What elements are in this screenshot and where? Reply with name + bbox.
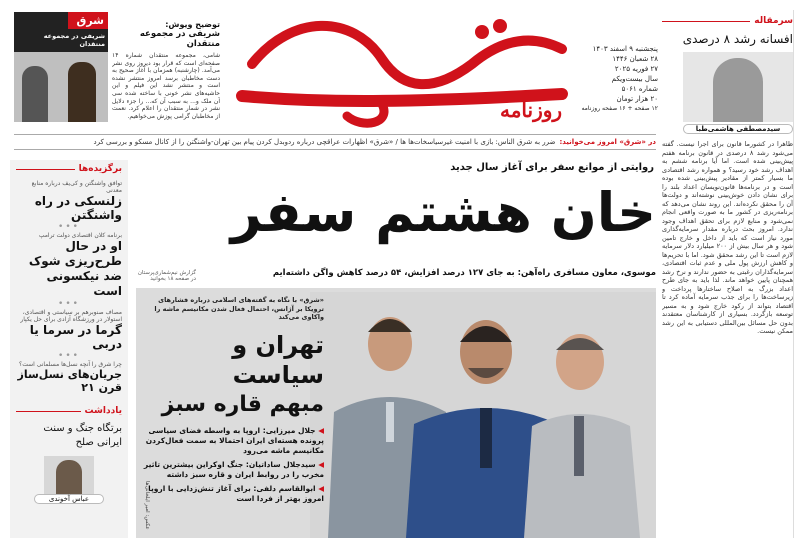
pick-kicker: مصاف صنوبرهم بر سیاستی و اقتصادی، استولار در ورزشگاه آزادی برای حل یکپار: [20, 309, 122, 323]
bullet-text: ابوالقاسم دلفی: برای آغاز تنش‌زدایی با اروپا امروز بهتر از فردا است: [148, 483, 324, 503]
feature-intro: «شرق» با نگاه به گفته‌های اسلامی درباره فشارهای ترویکا بر آژانس، احتمال فعال شدن مکانیسم ماشه را واکاوی می‌کند: [154, 296, 324, 321]
feature-headline-1[interactable]: تهران و سیاست: [232, 330, 324, 389]
memo-section: [16, 406, 122, 416]
logo-text: [232, 4, 233, 5]
main-headline[interactable]: خان هشتم سفر: [230, 181, 656, 244]
divider-dots: •••: [58, 351, 80, 361]
info-line: پنجشنبه ۹ اسفند ۱۴۰۳: [592, 45, 658, 53]
three-officials-photo-icon: [310, 292, 656, 538]
info-line: شماره ۵۰۶۱: [621, 85, 658, 93]
promo-headline: شریفی در مجموعه منتقدان: [139, 29, 220, 49]
pick-item[interactable]: [16, 309, 122, 351]
author-box: [683, 52, 793, 133]
promo-body: شامی، مجموعه منتقدان شماره ۱۴ صفحه‌ای است که قرار بود دیروز روی نشر می‌آمد. (چارشنبه) همزمان با آغاز صحیح به دست مخاطبان برسد امروز منتشر نشده است و منتشر نشد این فیلم و این حاشیه‌های نشر خونی با ساخته شده سی آن ملک و... به سبب آن که... را جزء دلایل نشر در شمار منتقدان را اعلام کرد. نعمت از مخاطبان گرامی پوزش می‌خواهیم.: [112, 52, 220, 120]
top-left-text: [112, 20, 220, 122]
main-subhead: موسوی، معاون مسافری راه‌آهن: به جای ۱۲۷ درصد افزایش، ۵۴ درصد کاهش واگن داشته‌ایم: [272, 268, 656, 278]
pick-title: زلنسکی در راه واشنگتن: [34, 194, 122, 222]
masthead-info: [572, 44, 658, 114]
pick-title: او در حال طرح‌ریزی شوک ضد نیکسونی است: [28, 239, 122, 298]
divider-dots: •••: [58, 299, 80, 309]
main-kicker: روایتی از موانع سفر برای آغاز سال جدید: [450, 162, 654, 173]
info-line: ۲۷ فوریه ۲۰۲۵: [614, 65, 658, 73]
feature-photo: [310, 292, 656, 538]
ticker-bar: [14, 134, 656, 150]
feature-text: [138, 296, 324, 504]
memo-label: یادداشت: [84, 406, 122, 416]
photo-caption: عکس: امیر ایلخانی‌ها: [144, 481, 150, 530]
editorial-section: [662, 16, 793, 26]
pick-kicker: چرا شرق را آنچه نسل‌ها مسلمانی است؟: [19, 361, 122, 368]
section-label: سرمقاله: [754, 16, 793, 26]
pick-kicker: توافق واشنگتن و کی‌یف درباره منابع معدنی: [31, 180, 122, 194]
pick-title: جریان‌های نسل‌ساز قرن ۲۱: [17, 368, 122, 394]
mag-photo: [14, 52, 108, 122]
side-note: گزارش نیم‌شماری‌پرستان در صفحه ۱۸ بخوانید: [137, 270, 196, 282]
left-column: [10, 160, 128, 538]
bullet-icon: ◀: [318, 425, 324, 435]
bullet-text: سیدجلال ساداتیان: جنگ اوکراین بیشترین تاثیر مخرب را در روابط ایران و قاره سبز داشته: [143, 459, 324, 479]
masthead-subtitle: روزنامه: [500, 98, 563, 122]
feature-headline-2[interactable]: مبهم قاره سبز: [161, 391, 324, 417]
memo-author: عباس آخوندی: [34, 494, 104, 504]
ticker-text[interactable]: ضرر به شرق الناس: بازی با امنیت غیرسیاسخات‌ها ها / «شرق» اظهارات عراقچی درباره ردوبدل کردن پیام بین تهران-واشنگتن را از کانال مسکو و بررسی کرد: [93, 138, 556, 146]
info-line: سال بیست‌ویکم: [611, 75, 658, 83]
editorial-column: [662, 10, 794, 538]
promo-kicker: توضیح ویوش:: [165, 20, 220, 29]
pick-title: گرما در سرما یا دربی: [29, 323, 122, 351]
feature-bullet: [138, 484, 324, 504]
magazine-cover[interactable]: [14, 12, 108, 122]
memo-photo: [44, 456, 94, 498]
memo-title[interactable]: برتگاه جنگ و سنت ایرانی صلح: [43, 423, 122, 448]
mag-head: شریفی در مجموعه منتقدان: [43, 32, 105, 48]
picks-section: [16, 164, 122, 174]
mag-title: شرق: [68, 12, 108, 29]
author-name: سیدمصطفی هاشمی‌طبا: [683, 124, 793, 134]
bullet-icon: ◀: [318, 483, 324, 493]
info-line: ۱۲ صفحه + ۱۶ صفحه روزنامه: [581, 105, 658, 112]
pick-item[interactable]: [16, 361, 122, 394]
author-photo: [713, 58, 763, 122]
pick-kicker: برنامه کلان اقتصادی دولت ترامپ: [38, 232, 122, 239]
bullet-icon: ◀: [318, 459, 324, 469]
divider-dots: •••: [58, 222, 80, 232]
pick-item[interactable]: [16, 232, 122, 299]
feature-bullet: [138, 426, 324, 456]
ticker-label: در «شرق» امروز می‌خوانید:: [559, 138, 656, 146]
info-line: ۲۸ شعبان ۱۴۴۶: [612, 55, 658, 63]
feature-bullet: [138, 460, 324, 480]
info-line: ۲۰ هزار تومان: [616, 95, 658, 103]
picks-label: برگزیده‌ها: [78, 164, 122, 174]
editorial-headline[interactable]: افسانه رشد ۸ درصدی: [682, 32, 793, 46]
pick-item[interactable]: [16, 180, 122, 222]
editorial-body: ظاهرا در کشورما قانون برای اجرا نیست. گفته می‌شود رشد ۸ درصدی در قانون برنامه هفتم پیش‌بینی شده است. اما آیا برنامه ششم به اهداف رشد خود رسید؟ و همواره رشد اقتصادی ما بسیار کمتر از مقادیر پیش‌بینی شده بوده است و در برنامه‌ها قانون‌نویسان اعداد بلند را برای نشان دادن خوش‌بینی نوشته‌اند و دولت‌ها آن را محقق نکرده‌اند. این روند نشان می‌دهد که برنامه‌ریزی در کشور ما به صورت واقعی انجام نمی‌شود و منابع لازم برای تحقق اهداف وجود ندارد. امروز بحث درباره مقدار سرمایه‌گذاری مورد نیاز است که باید از داخل و خارج تامین شود و هر سال بیش از ۲۰۰ میلیارد دلار سرمایه لازم است تا این رشد محقق شود. اما با تحریم‌ها و کاهش ارزش پول ملی و عدم ثبات اقتصادی، سرمایه‌گذاران رغبتی به حضور ندارند و نرخ رشد همچنان پایین خواهد ماند. لذا باید به جای طرح اعداد بزرگ به اصلاح ساختارها پرداخت و زیرساخت‌ها را برای جذب سرمایه آماده کرد تا اقتصاد بتواند از رکود خارج شود و به مسیر توسعه بازگردد. بسیاری از کارشناسان معتقدند بدون حل مسائل بین‌المللی دستیابی به این رشد ممکن نیست.: [662, 140, 793, 335]
bullet-text: جلال میرزایی: اروپا به واسطه فضای سیاسی پرونده هسته‌ای ایران احتمالا به سمت فعال‌کردن مکانیسم ماشه می‌رود: [145, 425, 324, 455]
